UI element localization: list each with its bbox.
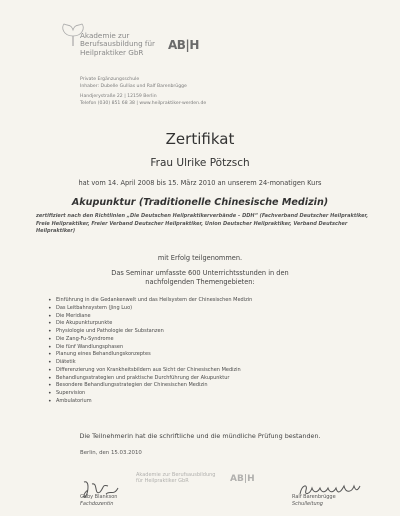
academy-name (80, 32, 162, 57)
academy-line-2: Berufsausbildung für (80, 39, 155, 49)
topic-item: • Das Leitbahnsystem (Jing Luo) (48, 305, 378, 313)
exam-passed-statement: Die Teilnehmerin hat die schriftliche und die mündliche Prüfung bestanden. (79, 432, 321, 440)
signer-left-name: Gaby Blankson (80, 494, 118, 500)
success-statement: mit Erfolg teilgenommen. (157, 254, 243, 262)
signer-right (292, 494, 336, 508)
stamp-logo: AB|H (230, 474, 255, 484)
topic-item: • Die fünf Wandlungsphasen (48, 344, 378, 352)
topic-item: • Diätetik (48, 359, 378, 367)
topic-item: • Supervision (48, 390, 378, 398)
certification-guidelines: zertifiziert nach den Richtlinien „Die Deutschen Heilpraktikerverbände – DDH“ (Fachverband Deutscher Heilpraktiker, Freie Heilpraktiker, Freier Verband Deutscher Heilpraktiker, Union Deutscher Heilpraktiker, Verband Deutscher Heilpraktiker) (36, 213, 369, 235)
signer-left-role: Fachdozentin (80, 501, 114, 507)
topic-item: • Die Akupunkturpunkte (48, 320, 378, 328)
stamp-line-2: für Heilpraktiker GbR (136, 478, 189, 484)
recipient-name: Frau Ulrike Pötzsch (150, 157, 250, 169)
topic-item: • Physiologie und Pathologie der Substanzen (48, 328, 378, 336)
topic-item: • Behandlungsstrategien und praktische Durchführung der Akupunktur (48, 375, 378, 383)
scope-line-2: nachfolgenden Themengebieten: (145, 278, 255, 286)
academy-line-3: Heilpraktiker GbR (80, 47, 144, 57)
signer-right-name: Ralf Barenbrügge (292, 494, 336, 500)
seminar-scope (0, 269, 400, 287)
stamp-line-1: Akademie zur Berufsausbildung (136, 472, 216, 478)
abh-logo: AB|H (168, 38, 199, 52)
signer-left (80, 494, 117, 508)
topic-item: • Einführung in die Gedankenwelt und das Heilsystem der Chinesischen Medizin (48, 297, 378, 305)
course-period: hat vom 14. April 2008 bis 15. März 2010 an unserem 24-monatigen Kurs (78, 179, 322, 187)
topic-list (48, 297, 378, 406)
scope-line-1: Das Seminar umfasste 600 Unterrichtsstunden in den (111, 269, 289, 277)
topic-item: • Differenzierung von Krankheitsbildern aus Sicht der Chinesischen Medizin (48, 367, 378, 375)
topic-item: • Besondere Behandlungsstrategien der Chinesischen Medizin (48, 382, 378, 390)
certificate-title: Zertifikat (165, 130, 235, 148)
topic-item: • Planung eines Behandlungskonzeptes (48, 351, 378, 359)
academy-stamp (132, 470, 260, 500)
address-line-2: Inhaber: Dubelle Gullias und Ralf Barenbrügge (80, 84, 187, 89)
topic-item: • Die Zang-Fu-Syndrome (48, 336, 378, 344)
address-line-3: Handjerystraße 22 | 12159 Berlin (80, 94, 157, 99)
academy-line-1: Akademie zur (80, 31, 130, 40)
address-line-4: Telefon (030) 851 68 38 | www.heilpraktiker-werden.de (80, 101, 207, 106)
academy-address (80, 76, 300, 107)
issue-date: Berlin, den 15.03.2010 (80, 450, 142, 456)
stamp-text (136, 472, 215, 484)
course-name: Akupunktur (Traditionelle Chinesische Medizin) (71, 197, 329, 208)
address-line-1: Private Ergänzungsschule (80, 77, 140, 82)
topic-item: • Die Meridiane (48, 313, 378, 321)
signer-right-role: Schulleitung (292, 501, 323, 507)
topic-item: • Ambulatorium (48, 398, 378, 406)
